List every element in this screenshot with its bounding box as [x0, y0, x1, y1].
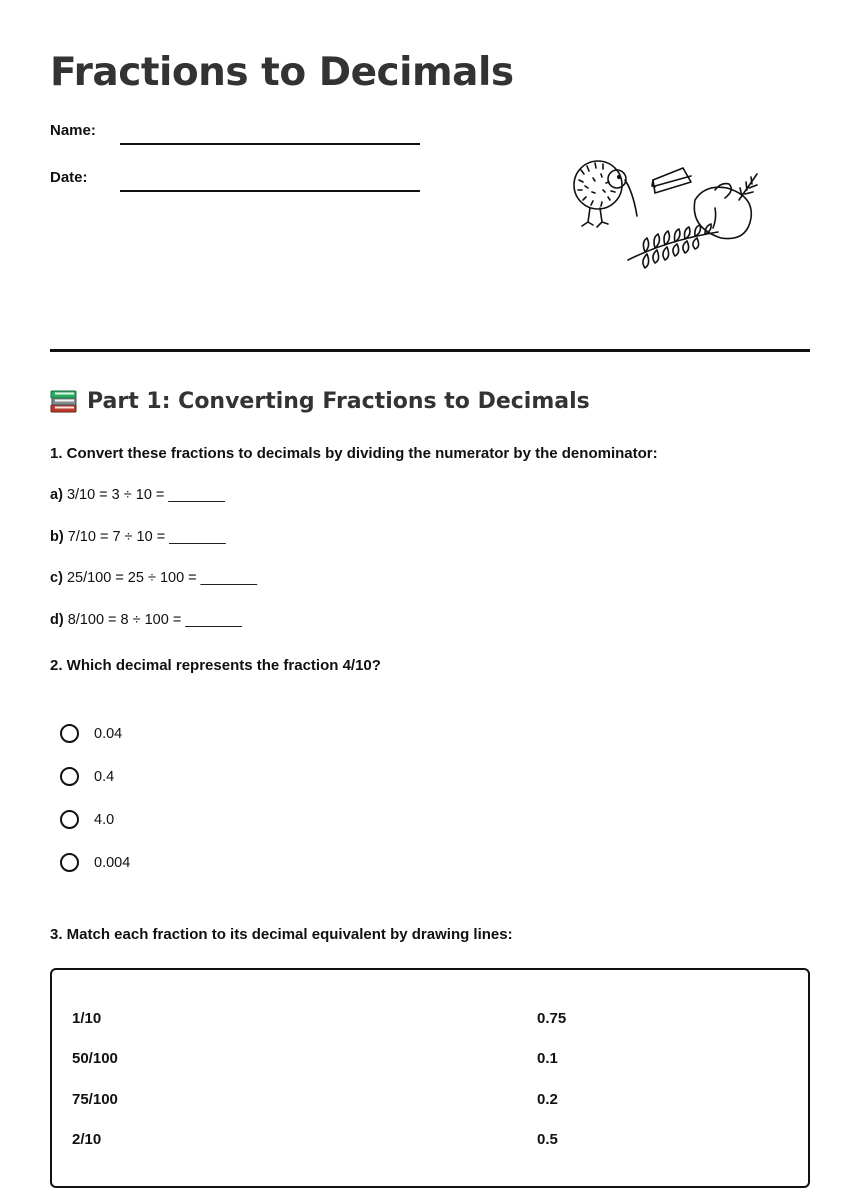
question-1-item-c: [50, 570, 257, 586]
question-1-item-d: [50, 612, 242, 628]
match-decimal[interactable]: 0.1: [537, 1050, 558, 1067]
radio-button[interactable]: [60, 767, 79, 786]
section-divider: [50, 349, 810, 352]
match-decimal[interactable]: 0.2: [537, 1091, 558, 1108]
item-label: a): [50, 487, 63, 503]
match-decimal[interactable]: 0.75: [537, 1010, 567, 1027]
matching-box: [50, 968, 810, 1188]
item-text: 3/10 = 3 ÷ 10 = _______: [66, 487, 225, 503]
match-fraction[interactable]: 2/10: [72, 1131, 102, 1148]
match-fraction[interactable]: 50/100: [72, 1050, 118, 1067]
item-label: d): [50, 612, 64, 628]
page-title: Fractions to Decimals: [50, 50, 514, 95]
match-fraction[interactable]: 75/100: [72, 1091, 118, 1108]
option-label: 0.004: [94, 854, 131, 871]
option-0-04[interactable]: [60, 724, 122, 743]
question-1-item-b: [50, 529, 226, 545]
option-0-004[interactable]: [60, 853, 130, 872]
radio-button[interactable]: [60, 853, 79, 872]
books-icon: [50, 388, 78, 414]
item-label: c): [50, 570, 63, 586]
option-label: 4.0: [94, 811, 115, 828]
item-text: 7/10 = 7 ÷ 10 = _______: [67, 529, 226, 545]
question-1-item-a: [50, 487, 225, 503]
name-field[interactable]: [120, 143, 420, 145]
section-title: Part 1: Converting Fractions to Decimals: [87, 388, 590, 414]
section-heading: [50, 388, 590, 414]
item-text: 8/100 = 8 ÷ 100 = _______: [67, 612, 242, 628]
option-label: 0.04: [94, 725, 123, 742]
name-label: Name:: [50, 122, 96, 139]
item-text: 25/100 = 25 ÷ 100 = _______: [66, 570, 258, 586]
option-label: 0.4: [94, 768, 115, 785]
match-decimal[interactable]: 0.5: [537, 1131, 558, 1148]
question-1-prompt: 1. Convert these fractions to decimals by dividing the numerator by the denominator:: [50, 445, 658, 462]
question-2-prompt: 2. Which decimal represents the fraction 4/10?: [50, 657, 381, 674]
item-label: b): [50, 529, 64, 545]
match-fraction[interactable]: 1/10: [72, 1010, 102, 1027]
option-0-4[interactable]: [60, 767, 114, 786]
radio-button[interactable]: [60, 810, 79, 829]
radio-button[interactable]: [60, 724, 79, 743]
date-label: Date:: [50, 169, 88, 186]
date-field[interactable]: [120, 190, 420, 192]
option-4-0[interactable]: [60, 810, 114, 829]
question-3-prompt: 3. Match each fraction to its decimal equivalent by drawing lines:: [50, 926, 513, 943]
kiwi-illustration-icon: [565, 150, 765, 270]
